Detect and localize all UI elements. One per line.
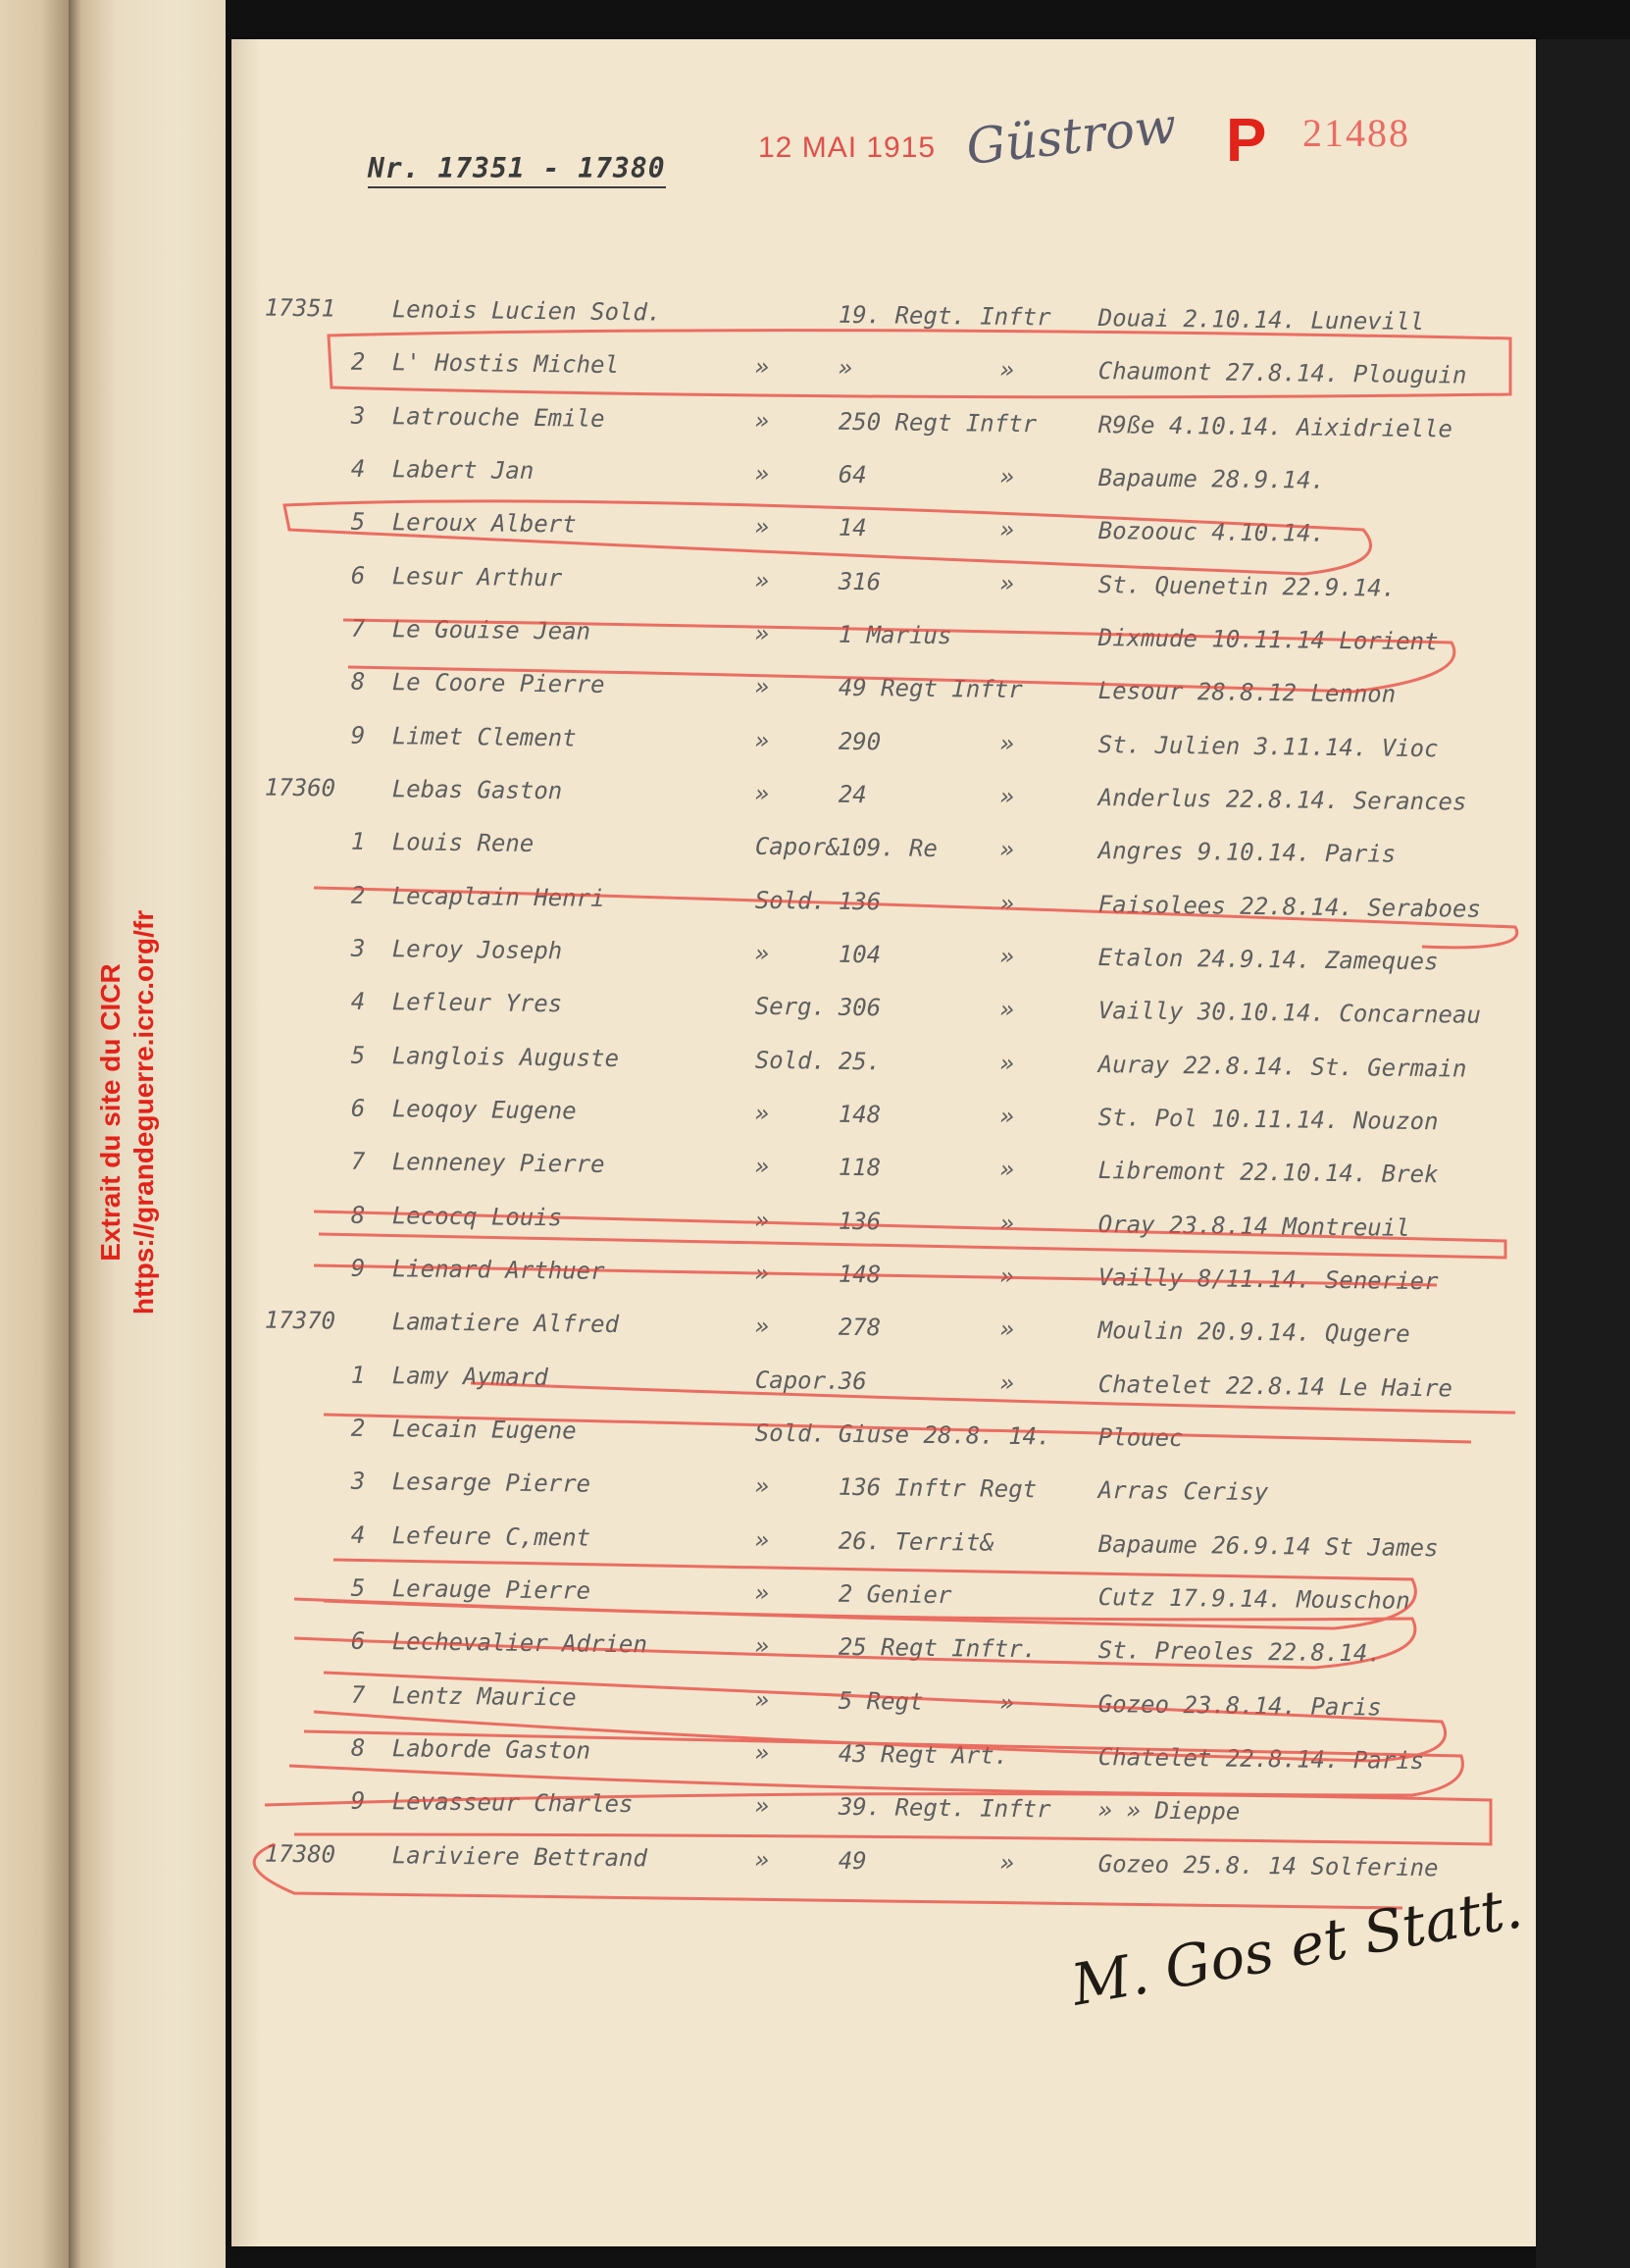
entry-name: Lamy Aymard	[391, 1361, 548, 1391]
entry-name: Limet Clement	[391, 721, 577, 752]
entry-col4: »	[999, 1848, 1015, 1877]
entry-unit: 2 Genier	[838, 1579, 952, 1610]
entry-num: 3	[350, 401, 366, 430]
entry-name: Leoqoy Eugene	[391, 1095, 577, 1125]
entry-num: 2	[350, 1414, 366, 1442]
entry-unit: 109. Re	[838, 834, 939, 863]
entry-num: 2	[350, 348, 366, 377]
entry-num: 7	[350, 1680, 366, 1709]
underline-mark	[314, 888, 1517, 948]
entry-num: 17370	[264, 1306, 336, 1335]
entry-rank: Serg.	[754, 993, 827, 1021]
entry-num: 9	[350, 1787, 366, 1816]
entry-unit: 136	[838, 1207, 882, 1235]
entry-name: Lefleur Yres	[391, 988, 563, 1018]
entry-name: Lentz Maurice	[391, 1680, 577, 1712]
entry-col4: »	[999, 1688, 1015, 1717]
entry-num: 7	[350, 614, 366, 643]
entry-unit: 104	[838, 940, 882, 969]
entry-rank: »	[754, 513, 770, 541]
entry-name: Leroux Albert	[391, 508, 577, 539]
entry-rank: »	[754, 353, 770, 382]
entry-place: Dixmude 10.11.14 Lorient	[1097, 624, 1439, 656]
entry-col4: »	[999, 516, 1015, 544]
entry-col4: »	[999, 836, 1015, 864]
entry-unit: 278	[838, 1314, 882, 1342]
entry-rank: Capor&	[754, 833, 840, 862]
entry-place: Cutz 17.9.14. Mouschon	[1097, 1583, 1410, 1615]
entry-unit: 43 Regt Art.	[838, 1739, 1009, 1770]
entry-num: 1	[350, 1361, 366, 1389]
entry-place: Plouec	[1097, 1423, 1184, 1453]
entry-name: Lecain Eugene	[391, 1415, 577, 1445]
entry-place: Chatelet 22.8.14 Le Haire	[1097, 1369, 1453, 1403]
entry-col4: »	[999, 1315, 1015, 1344]
entry-num: 5	[350, 1041, 366, 1069]
entry-unit: 39. Regt. Inftr	[838, 1793, 1051, 1824]
entry-num: 7	[350, 1148, 366, 1176]
watermark-line-2: https://grandeguerre.icrc.org/fr	[128, 909, 159, 1315]
entry-col4: »	[999, 889, 1015, 917]
entry-rank: »	[754, 406, 770, 435]
entry-name: Lamatiere Alfred	[391, 1308, 620, 1339]
list-number-heading: Nr. 17351 - 17380	[368, 152, 666, 188]
entry-rank: »	[754, 1525, 770, 1554]
underline-mark	[471, 1383, 1515, 1413]
entry-col4: »	[999, 569, 1015, 597]
entry-num: 4	[350, 1521, 366, 1549]
entry-col4: »	[999, 1209, 1015, 1237]
entry-place: St. Preoles 22.8.14.	[1097, 1636, 1382, 1668]
entry-unit: 316	[838, 567, 882, 595]
entry-place: Bozoouc 4.10.14.	[1097, 517, 1326, 548]
entry-unit: 290	[838, 727, 882, 755]
entry-col4: »	[999, 1262, 1015, 1290]
entry-num: 9	[350, 721, 366, 749]
entry-name: Lecocq Louis	[391, 1201, 563, 1232]
entry-rank: »	[754, 1259, 770, 1287]
underline-mark	[314, 1211, 1505, 1258]
entry-rank: »	[754, 1206, 770, 1234]
entry-rank: »	[754, 1472, 770, 1501]
entry-name: Lesarge Pierre	[391, 1468, 591, 1499]
entry-place: » » Dieppe	[1097, 1796, 1241, 1827]
entry-name: Lecaplain Henri	[391, 881, 605, 912]
entry-place: Angres 9.10.14. Paris	[1097, 837, 1397, 869]
entry-rank: »	[754, 939, 770, 967]
entry-name: Lariviere Bettrand	[391, 1840, 648, 1873]
entry-rank: Capor.	[754, 1366, 840, 1395]
entry-unit: 148	[838, 1260, 882, 1289]
entry-rank: »	[754, 779, 770, 807]
entry-col4: »	[999, 782, 1015, 810]
entry-rank: »	[754, 1738, 770, 1767]
underline-mark	[324, 1415, 1471, 1445]
entry-name: Labert Jan	[391, 455, 535, 485]
entry-unit: »	[838, 354, 853, 383]
entry-num: 6	[350, 561, 366, 590]
entry-name: Le Gouise Jean	[391, 615, 591, 645]
entry-num: 6	[350, 1094, 366, 1122]
entry-rank: »	[754, 1685, 770, 1714]
entry-unit: 14	[838, 514, 867, 542]
entry-unit: 64	[838, 460, 867, 490]
entry-place: Gozeo 25.8. 14 Solferine	[1097, 1849, 1439, 1881]
entry-unit: 306	[838, 994, 882, 1022]
entry-col4: »	[999, 1049, 1015, 1077]
entry-unit: 25.	[838, 1047, 882, 1075]
underline-mark	[343, 620, 1454, 692]
entry-rank: »	[754, 1578, 770, 1607]
underline-mark	[284, 501, 1371, 574]
entry-unit: 250 Regt Inftr	[838, 407, 1038, 438]
entry-num: 4	[350, 988, 366, 1016]
entry-place: Chatelet 22.8.14. Paris	[1097, 1743, 1425, 1776]
entry-place: Libremont 22.10.14. Brek	[1097, 1157, 1439, 1189]
entry-unit: 136	[838, 887, 882, 915]
entry-name: Le Coore Pierre	[391, 668, 605, 699]
entry-num: 9	[350, 1254, 366, 1282]
entry-num: 17351	[264, 293, 336, 323]
entry-name: Lebas Gaston	[391, 775, 563, 805]
entry-col4: »	[999, 996, 1015, 1024]
watermark-line-1: Extrait du site du CICR	[95, 963, 126, 1262]
entry-place: Oray 23.8.14 Montreuil	[1097, 1210, 1410, 1242]
underline-mark	[289, 1731, 1462, 1795]
entry-name: Lerauge Pierre	[391, 1574, 591, 1605]
entry-unit: Giuse 28.8. 14.	[838, 1419, 1051, 1451]
underline-mark	[314, 1265, 1437, 1285]
entry-place: R9ße 4.10.14. Aixidrielle	[1097, 410, 1453, 443]
entry-col4: »	[999, 1368, 1015, 1397]
entry-rank: »	[754, 566, 770, 594]
entry-place: Etalon 24.9.14. Zameques	[1097, 944, 1439, 976]
signature: M. Gos et Statt.	[1066, 1874, 1527, 2019]
entry-rank: »	[754, 459, 770, 488]
entry-col4: »	[999, 942, 1015, 970]
entry-place: Auray 22.8.14. St. Germain	[1097, 1050, 1467, 1083]
entry-place: Vailly 30.10.14. Concarneau	[1097, 997, 1482, 1030]
entry-rank: »	[754, 1792, 770, 1821]
underline-mark	[254, 1844, 1402, 1908]
entry-rank: »	[754, 726, 770, 754]
entry-rank: »	[754, 673, 770, 701]
p-stamp: P	[1226, 107, 1267, 175]
entry-place: Bapaume 26.9.14 St James	[1097, 1529, 1439, 1562]
entry-rank: Sold.	[754, 1046, 827, 1075]
entry-unit: 136 Inftr Regt	[838, 1473, 1038, 1504]
reference-number: 21488	[1302, 111, 1410, 155]
entry-name: Langlois Auguste	[391, 1041, 620, 1072]
entry-rank: »	[754, 1153, 770, 1181]
entry-name: Latrouche Emile	[391, 401, 605, 433]
entry-rank: »	[754, 1845, 770, 1874]
entry-name: Lechevalier Adrien	[391, 1627, 648, 1659]
entry-num: 3	[350, 934, 366, 962]
date-stamp: 12 MAI 1915	[758, 131, 937, 164]
entry-name: Lesur Arthur	[391, 561, 563, 593]
entry-place: Faisolees 22.8.14. Seraboes	[1097, 890, 1482, 923]
entry-place: Bapaume 28.9.14.	[1097, 464, 1326, 494]
entry-place: St. Julien 3.11.14. Vioc	[1097, 730, 1439, 762]
entry-num: 8	[350, 1201, 366, 1229]
entry-col4: »	[999, 356, 1015, 385]
entry-num: 3	[350, 1468, 366, 1496]
entry-place: Vailly 8/11.14. Senerier	[1097, 1263, 1439, 1296]
entry-unit: 26. Territ&	[838, 1526, 994, 1557]
entry-num: 1	[350, 828, 366, 856]
entry-name: Laborde Gaston	[391, 1734, 591, 1765]
entry-unit: 19. Regt. Inftr	[838, 300, 1051, 332]
entry-num: 5	[350, 1573, 366, 1602]
entry-unit: 24	[838, 780, 867, 809]
underline-mark	[265, 1794, 1491, 1844]
entry-num: 8	[350, 1733, 366, 1762]
entry-place: Lesour 28.8.12 Lennon	[1097, 677, 1397, 709]
entry-unit: 1 Marius	[838, 620, 952, 650]
entry-unit: 49	[838, 1846, 867, 1875]
entry-rank: Sold.	[754, 1418, 827, 1448]
entry-unit: 36	[838, 1366, 867, 1395]
entry-place: Gozeo 23.8.14. Paris	[1097, 1689, 1382, 1722]
entry-col4: »	[999, 462, 1015, 490]
entry-unit: 118	[838, 1154, 882, 1182]
entry-name: Levasseur Charles	[391, 1787, 634, 1819]
entry-num: 4	[350, 454, 366, 483]
entry-place: Moulin 20.9.14. Qugere	[1097, 1316, 1410, 1349]
entry-rank: »	[754, 1313, 770, 1341]
entry-name: Lenneney Pierre	[391, 1148, 605, 1179]
entry-place: Anderlus 22.8.14. Serances	[1097, 784, 1467, 816]
entry-name: Leroy Joseph	[391, 935, 563, 965]
entry-unit: 148	[838, 1100, 882, 1129]
entry-col4: »	[999, 1102, 1015, 1130]
camp-name-handwritten: Güstrow	[963, 96, 1180, 177]
entry-unit: 5 Regt	[838, 1686, 924, 1716]
underline-mark	[294, 1601, 1415, 1668]
entry-place: Douai 2.10.14. Lunevill	[1097, 304, 1425, 336]
entry-place: St. Pol 10.11.14. Nouzon	[1097, 1104, 1439, 1136]
entry-num: 5	[350, 508, 366, 537]
entry-name: Louis Rene	[391, 828, 535, 858]
entry-name: Lenois Lucien Sold.	[391, 295, 662, 327]
entry-num: 6	[350, 1627, 366, 1656]
entry-name: Lienard Arthuer	[391, 1255, 605, 1285]
entry-place: Chaumont 27.8.14. Plouguin	[1097, 357, 1467, 389]
entry-rank: Sold.	[754, 886, 827, 915]
entry-num: 2	[350, 881, 366, 909]
entry-col4: »	[999, 729, 1015, 757]
entry-unit: 49 Regt Inftr	[838, 674, 1023, 704]
entry-num: 17360	[264, 773, 336, 802]
entry-rank: »	[754, 619, 770, 647]
entry-place: Arras Cerisy	[1097, 1476, 1269, 1507]
entry-rank: »	[754, 1099, 770, 1127]
entry-num: 17380	[264, 1839, 336, 1869]
underline-mark	[329, 331, 1510, 397]
entry-name: Lefeure C,ment	[391, 1521, 591, 1552]
entry-name: L' Hostis Michel	[391, 348, 620, 380]
entry-rank: »	[754, 1632, 770, 1661]
entry-unit: 25 Regt Inftr.	[838, 1633, 1038, 1664]
entry-col4: »	[999, 1156, 1015, 1184]
entry-place: St. Quenetin 22.9.14.	[1097, 570, 1397, 602]
entry-num: 8	[350, 668, 366, 696]
underline-mark	[314, 1673, 1446, 1761]
